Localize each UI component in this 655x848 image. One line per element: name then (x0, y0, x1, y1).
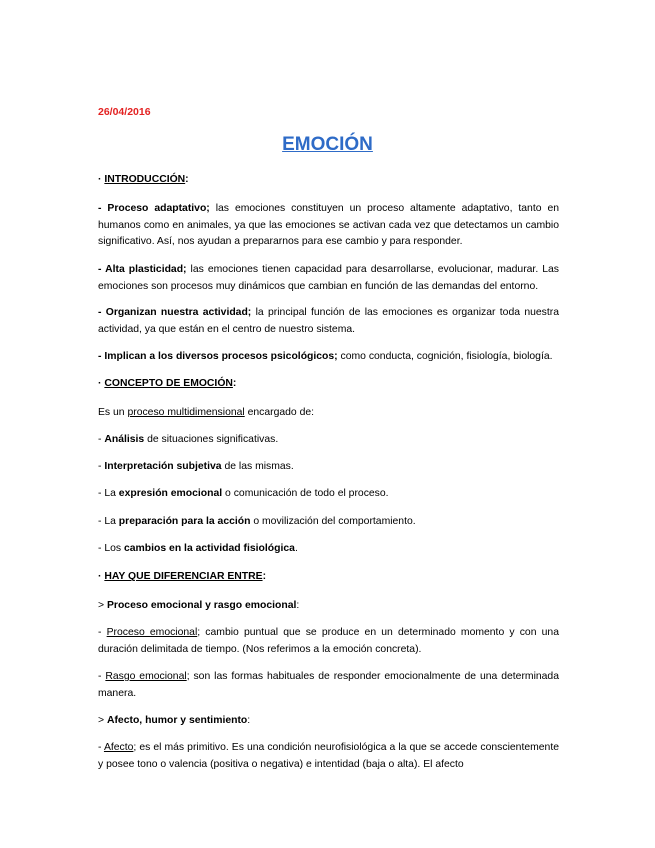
document-date: 26/04/2016 (98, 106, 151, 118)
intro-item-adaptativo: - Proceso adaptativo; las emociones constituyen un proceso altamente adaptativo, tanto en humanos como en animales, ya que las emociones se activan cada vez que detectamos un cambio significativo. Así, nos ayudan a prepararnos para ese cambio y para responder. (98, 203, 560, 247)
diferenciar-subheading-afecto: > Afecto, humor y sentimiento: (98, 715, 251, 726)
intro-heading: · INTRODUCCIÓN: (98, 174, 189, 185)
concepto-item-expresion: - La expresión emocional o comunicación de todo el proceso. (98, 488, 389, 499)
concepto-item-interpretacion: - Interpretación subjetiva de las mismas. (98, 461, 294, 472)
diferenciar-item-rasgo-emocional: - Rasgo emocional; son las formas habituales de responder emocionalmente de una determinada manera. (98, 671, 559, 699)
diferenciar-item-afecto: - Afecto; es el más primitivo. Es una condición neurofisiológica a la que se accede conscientemente y posee tono o valencia (positiva o negativa) e intentidad (baja o alta). El afecto (98, 742, 559, 770)
concepto-intro: Es un proceso multidimensional encargado de: (98, 407, 315, 418)
intro-item-implican: - Implican a los diversos procesos psicológicos; como conducta, cognición, fisiología, biología. (98, 351, 553, 362)
diferenciar-item-proceso-emocional: - Proceso emocional; cambio puntual que se produce en un determinado momento y con una duración delimitada de tiempo. (Nos referimos a la emoción concreta). (98, 627, 559, 655)
intro-item-plasticidad: - Alta plasticidad; las emociones tienen capacidad para desarrollarse, evolucionar, madurar. Las emociones son procesos muy dinámicos que cambian en función de las demandas del entorno. (98, 264, 559, 292)
concepto-item-cambios: - Los cambios en la actividad fisiológica. (98, 543, 298, 554)
intro-item-organizan: - Organizan nuestra actividad; la principal función de las emociones es organizar toda nuestra actividad, ya que están en el centro de nuestro sistema. (98, 307, 559, 335)
concepto-heading: · CONCEPTO DE EMOCIÓN: (98, 378, 237, 389)
diferenciar-heading: · HAY QUE DIFERENCIAR ENTRE: (98, 571, 267, 582)
diferenciar-subheading-proceso-rasgo: > Proceso emocional y rasgo emocional: (98, 600, 300, 611)
document-title: EMOCIÓN (282, 134, 373, 155)
concepto-item-preparacion: - La preparación para la acción o movilización del comportamiento. (98, 516, 416, 527)
concepto-item-analisis: - Análisis de situaciones significativas. (98, 434, 279, 445)
